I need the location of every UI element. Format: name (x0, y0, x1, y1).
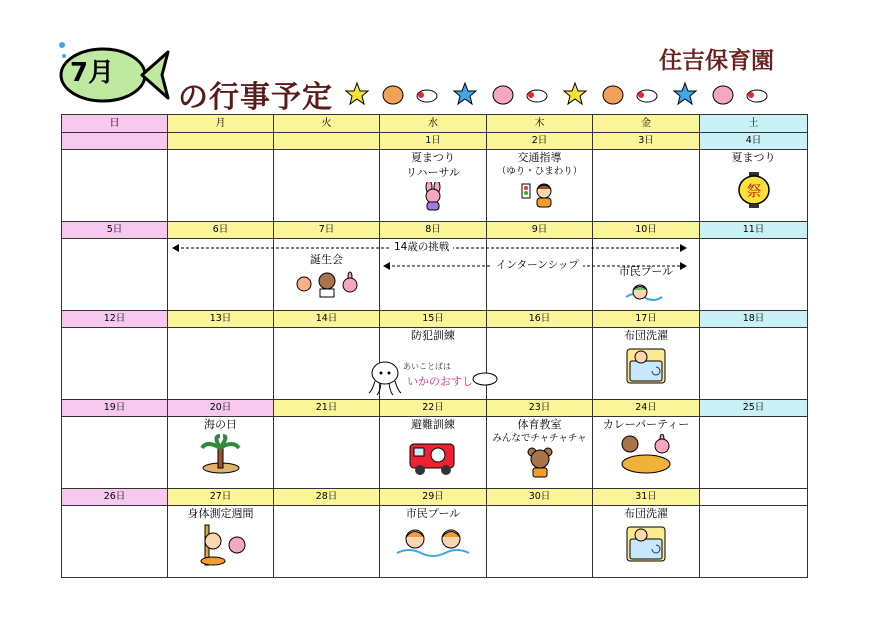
birthday-animals-icon (292, 269, 362, 299)
date-row (62, 133, 808, 150)
date-cell: 26日 (62, 489, 168, 506)
child-swimming-icon (624, 281, 668, 305)
date-cell: 11日 (700, 222, 808, 239)
school-name: 住吉保育園 (659, 48, 774, 74)
date-cell: 28日 (274, 489, 380, 506)
date-cell: 25日 (700, 400, 808, 417)
event-cell (168, 417, 274, 489)
octopus-icon (603, 86, 623, 104)
event-cell (62, 150, 168, 222)
event-cell (62, 417, 168, 489)
bear-dancing-icon (523, 447, 557, 479)
date-cell: 2日 (487, 133, 593, 150)
event-row (62, 150, 808, 222)
decoration-row (345, 80, 775, 110)
lantern-icon (737, 171, 771, 209)
fish-small-icon (417, 90, 437, 102)
event-label: 夏まつり (411, 151, 455, 164)
event-cell (487, 328, 593, 400)
event-label: 市民プール (618, 265, 674, 278)
date-cell: 7日 (274, 222, 380, 239)
star-icon (454, 83, 476, 104)
octopus-icon (713, 86, 733, 104)
event-cell (487, 417, 593, 489)
fish-small-icon (527, 90, 547, 102)
event-cell (593, 417, 700, 489)
fish-small-icon (637, 90, 657, 102)
weekday-mon: 月 (168, 115, 274, 133)
event-cell (700, 328, 808, 400)
event-label-sub: みんなでチャチャチャ (492, 433, 587, 444)
event-cell (700, 417, 808, 489)
weekday-thu: 木 (487, 115, 593, 133)
date-cell: 21日 (274, 400, 380, 417)
event-label: カレーパーティー (602, 418, 690, 431)
event-cell (380, 417, 487, 489)
date-cell: 10日 (593, 222, 700, 239)
event-cell (168, 150, 274, 222)
event-label: 夏まつり (731, 151, 776, 164)
futon-icon (624, 345, 668, 385)
event-cell (380, 150, 487, 222)
date-cell: 6日 (168, 222, 274, 239)
palm-island-icon (199, 434, 243, 474)
event-cell (168, 506, 274, 578)
event-row (62, 506, 808, 578)
weekday-sat: 土 (700, 115, 808, 133)
squid-sushi-icon (367, 355, 499, 397)
squid-caption-2: いかのおすし (407, 375, 473, 388)
child-traffic-icon (520, 180, 560, 210)
event-cell (700, 150, 808, 222)
calendar-grid (61, 114, 808, 578)
event-cell (700, 506, 808, 578)
date-cell: 15日 (380, 311, 487, 328)
event-cell (62, 239, 168, 311)
date-cell: 19日 (62, 400, 168, 417)
date-cell: 29日 (380, 489, 487, 506)
weekday-sun: 日 (62, 115, 168, 133)
date-cell: 9日 (487, 222, 593, 239)
event-cell (62, 328, 168, 400)
event-label: 布団洗濯 (624, 507, 668, 520)
star-icon (564, 83, 586, 104)
lantern-text: 祭 (745, 182, 762, 200)
event-cell (274, 150, 380, 222)
date-cell: 30日 (487, 489, 593, 506)
event-cell (593, 328, 700, 400)
date-cell: 5日 (62, 222, 168, 239)
page-title: の行事予定 (178, 80, 333, 115)
event-label: 市民プール (405, 507, 461, 520)
event-label: 布団洗濯 (624, 329, 668, 342)
event-label: 避難訓練 (411, 418, 455, 431)
futon-icon (624, 523, 668, 563)
header (0, 0, 877, 115)
octopus-icon (383, 86, 403, 104)
date-cell: 31日 (593, 489, 700, 506)
date-cell: 20日 (168, 400, 274, 417)
event-cell (593, 150, 700, 222)
event-label: 海の日 (204, 418, 237, 431)
event-cell (380, 506, 487, 578)
date-cell: 17日 (593, 311, 700, 328)
date-cell: 3日 (593, 133, 700, 150)
date-cell: 23日 (487, 400, 593, 417)
event-label: 誕生会 (310, 253, 343, 266)
event-cell (168, 328, 274, 400)
bubble-icon (56, 40, 68, 62)
event-cell (593, 506, 700, 578)
event-cell (487, 150, 593, 222)
date-cell: 12日 (62, 311, 168, 328)
date-cell (168, 133, 274, 150)
date-cell: 18日 (700, 311, 808, 328)
measuring-animals-icon (191, 523, 251, 567)
event-label: 身体測定週間 (187, 507, 254, 520)
date-cell: 13日 (168, 311, 274, 328)
date-row (62, 222, 808, 239)
span-label-internship: インターンシップ (492, 259, 583, 272)
date-row (62, 400, 808, 417)
weekday-header-row (62, 115, 808, 133)
event-label: 交通指導 (517, 151, 562, 164)
event-cell (62, 506, 168, 578)
bunny-dancing-icon (415, 182, 451, 212)
octopus-icon (493, 86, 513, 104)
month-label: 7月 (70, 58, 115, 88)
date-cell: 27日 (168, 489, 274, 506)
event-label-sub: リハーサル (405, 166, 461, 179)
date-cell (700, 489, 808, 506)
event-cell (274, 506, 380, 578)
date-row (62, 311, 808, 328)
squid-caption-1: あいことばは (403, 362, 451, 371)
date-cell: 14日 (274, 311, 380, 328)
event-cell (274, 328, 380, 400)
event-row (62, 417, 808, 489)
weekday-wed: 水 (380, 115, 487, 133)
star-icon (346, 83, 368, 104)
date-cell: 1日 (380, 133, 487, 150)
children-swimming-icon (395, 523, 471, 557)
date-cell (274, 133, 380, 150)
event-label: 防犯訓練 (411, 329, 455, 342)
span-label-14sai: 14歳の挑戦 (390, 241, 453, 254)
fire-truck-icon (406, 434, 460, 476)
weekday-fri: 金 (593, 115, 700, 133)
date-cell (62, 133, 168, 150)
date-row (62, 489, 808, 506)
event-cell (700, 239, 808, 311)
date-cell: 8日 (380, 222, 487, 239)
date-cell: 22日 (380, 400, 487, 417)
event-label: 体育教室 (517, 418, 562, 431)
date-cell: 16日 (487, 311, 593, 328)
weekday-tue: 火 (274, 115, 380, 133)
fish-small-icon (747, 90, 767, 102)
star-icon (674, 83, 696, 104)
date-cell: 24日 (593, 400, 700, 417)
event-label-sub: （ゆり・ひまわり） (496, 166, 583, 177)
date-cell: 4日 (700, 133, 808, 150)
curry-party-icon (616, 434, 676, 474)
event-cell (274, 417, 380, 489)
event-cell (487, 506, 593, 578)
